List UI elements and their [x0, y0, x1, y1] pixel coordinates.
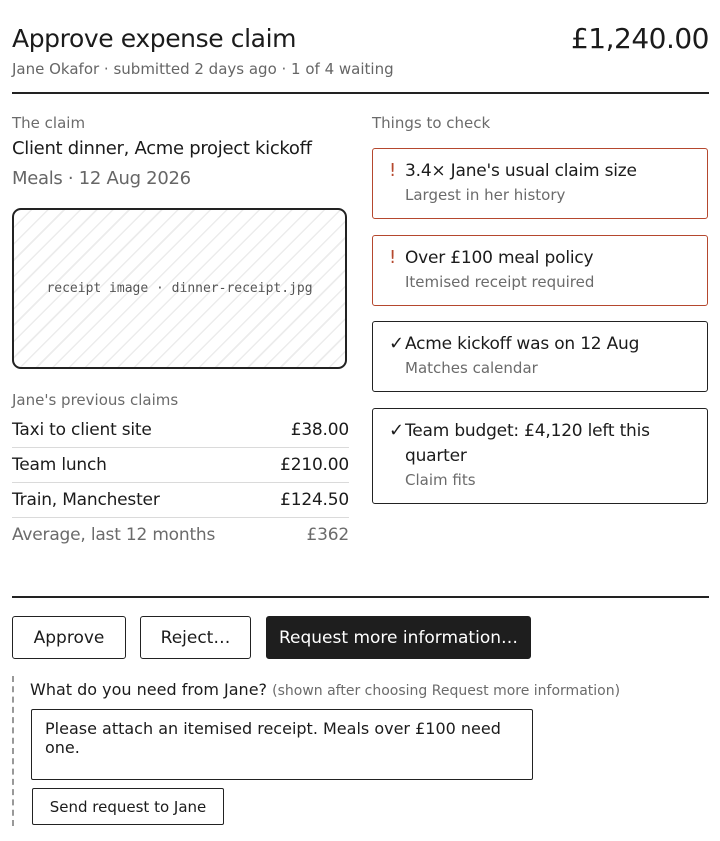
checkmark-icon: ✓	[389, 333, 405, 354]
approve-button[interactable]: Approve	[12, 616, 126, 659]
request-info-button[interactable]: Request more information…	[266, 616, 531, 659]
average-claim-amount: £362	[306, 525, 349, 545]
previous-claims-list	[12, 413, 349, 552]
request-question	[30, 680, 620, 699]
check-subtitle: Itemised receipt required	[405, 273, 595, 291]
reject-button[interactable]: Reject…	[140, 616, 251, 659]
check-card-calendar	[372, 321, 708, 392]
panel-indicator	[12, 676, 14, 826]
check-subtitle: Largest in her history	[405, 186, 566, 204]
previous-claim-amount: £124.50	[280, 490, 349, 510]
check-title: Team budget: £4,120 left this quarter	[405, 421, 650, 466]
check-title: Over £100 meal policy	[405, 248, 594, 268]
previous-claim-amount: £210.00	[280, 455, 349, 475]
claim-subtitle: Jane Okafor · submitted 2 days ago · 1 of 4 waiting	[12, 60, 394, 78]
previous-claim-label: Train, Manchester	[12, 490, 160, 510]
claim-amount: £1,240.00	[570, 22, 709, 55]
header-divider	[12, 92, 709, 94]
warning-icon: !	[389, 247, 397, 268]
average-claim-label: Average, last 12 months	[12, 525, 216, 545]
actions-divider	[12, 596, 709, 598]
checks-section-label: Things to check	[372, 114, 491, 132]
previous-claim-row	[12, 483, 349, 518]
previous-claims-label: Jane's previous claims	[12, 391, 179, 409]
request-message-input[interactable]	[31, 709, 533, 780]
request-info-panel	[12, 676, 709, 831]
previous-claim-label: Team lunch	[12, 455, 107, 475]
warning-icon: !	[389, 160, 397, 181]
request-question-hint: (shown after choosing Request more information)	[272, 683, 621, 699]
page-title: Approve expense claim	[12, 24, 297, 53]
request-question-label: What do you need from Jane?	[30, 680, 268, 699]
check-title: 3.4× Jane's usual claim size	[405, 161, 637, 181]
send-request-button[interactable]: Send request to Jane	[32, 788, 224, 825]
previous-claim-row	[12, 413, 349, 448]
check-card-meal-policy	[372, 235, 708, 306]
claim-section-label: The claim	[12, 114, 86, 132]
claim-meta: Meals · 12 Aug 2026	[12, 168, 191, 189]
check-subtitle: Matches calendar	[405, 359, 538, 377]
receipt-placeholder-text: receipt image · dinner-receipt.jpg	[46, 281, 313, 296]
previous-claim-row	[12, 448, 349, 483]
previous-claim-label: Taxi to client site	[12, 420, 152, 440]
receipt-image-placeholder[interactable]	[12, 208, 347, 369]
check-card-claim-size	[372, 148, 708, 219]
check-card-budget	[372, 408, 708, 504]
checkmark-icon: ✓	[389, 420, 405, 441]
average-claim-row	[12, 518, 349, 552]
check-title: Acme kickoff was on 12 Aug	[405, 334, 640, 354]
previous-claim-amount: £38.00	[290, 420, 349, 440]
claim-title: Client dinner, Acme project kickoff	[12, 138, 312, 159]
check-subtitle: Claim fits	[405, 471, 476, 489]
